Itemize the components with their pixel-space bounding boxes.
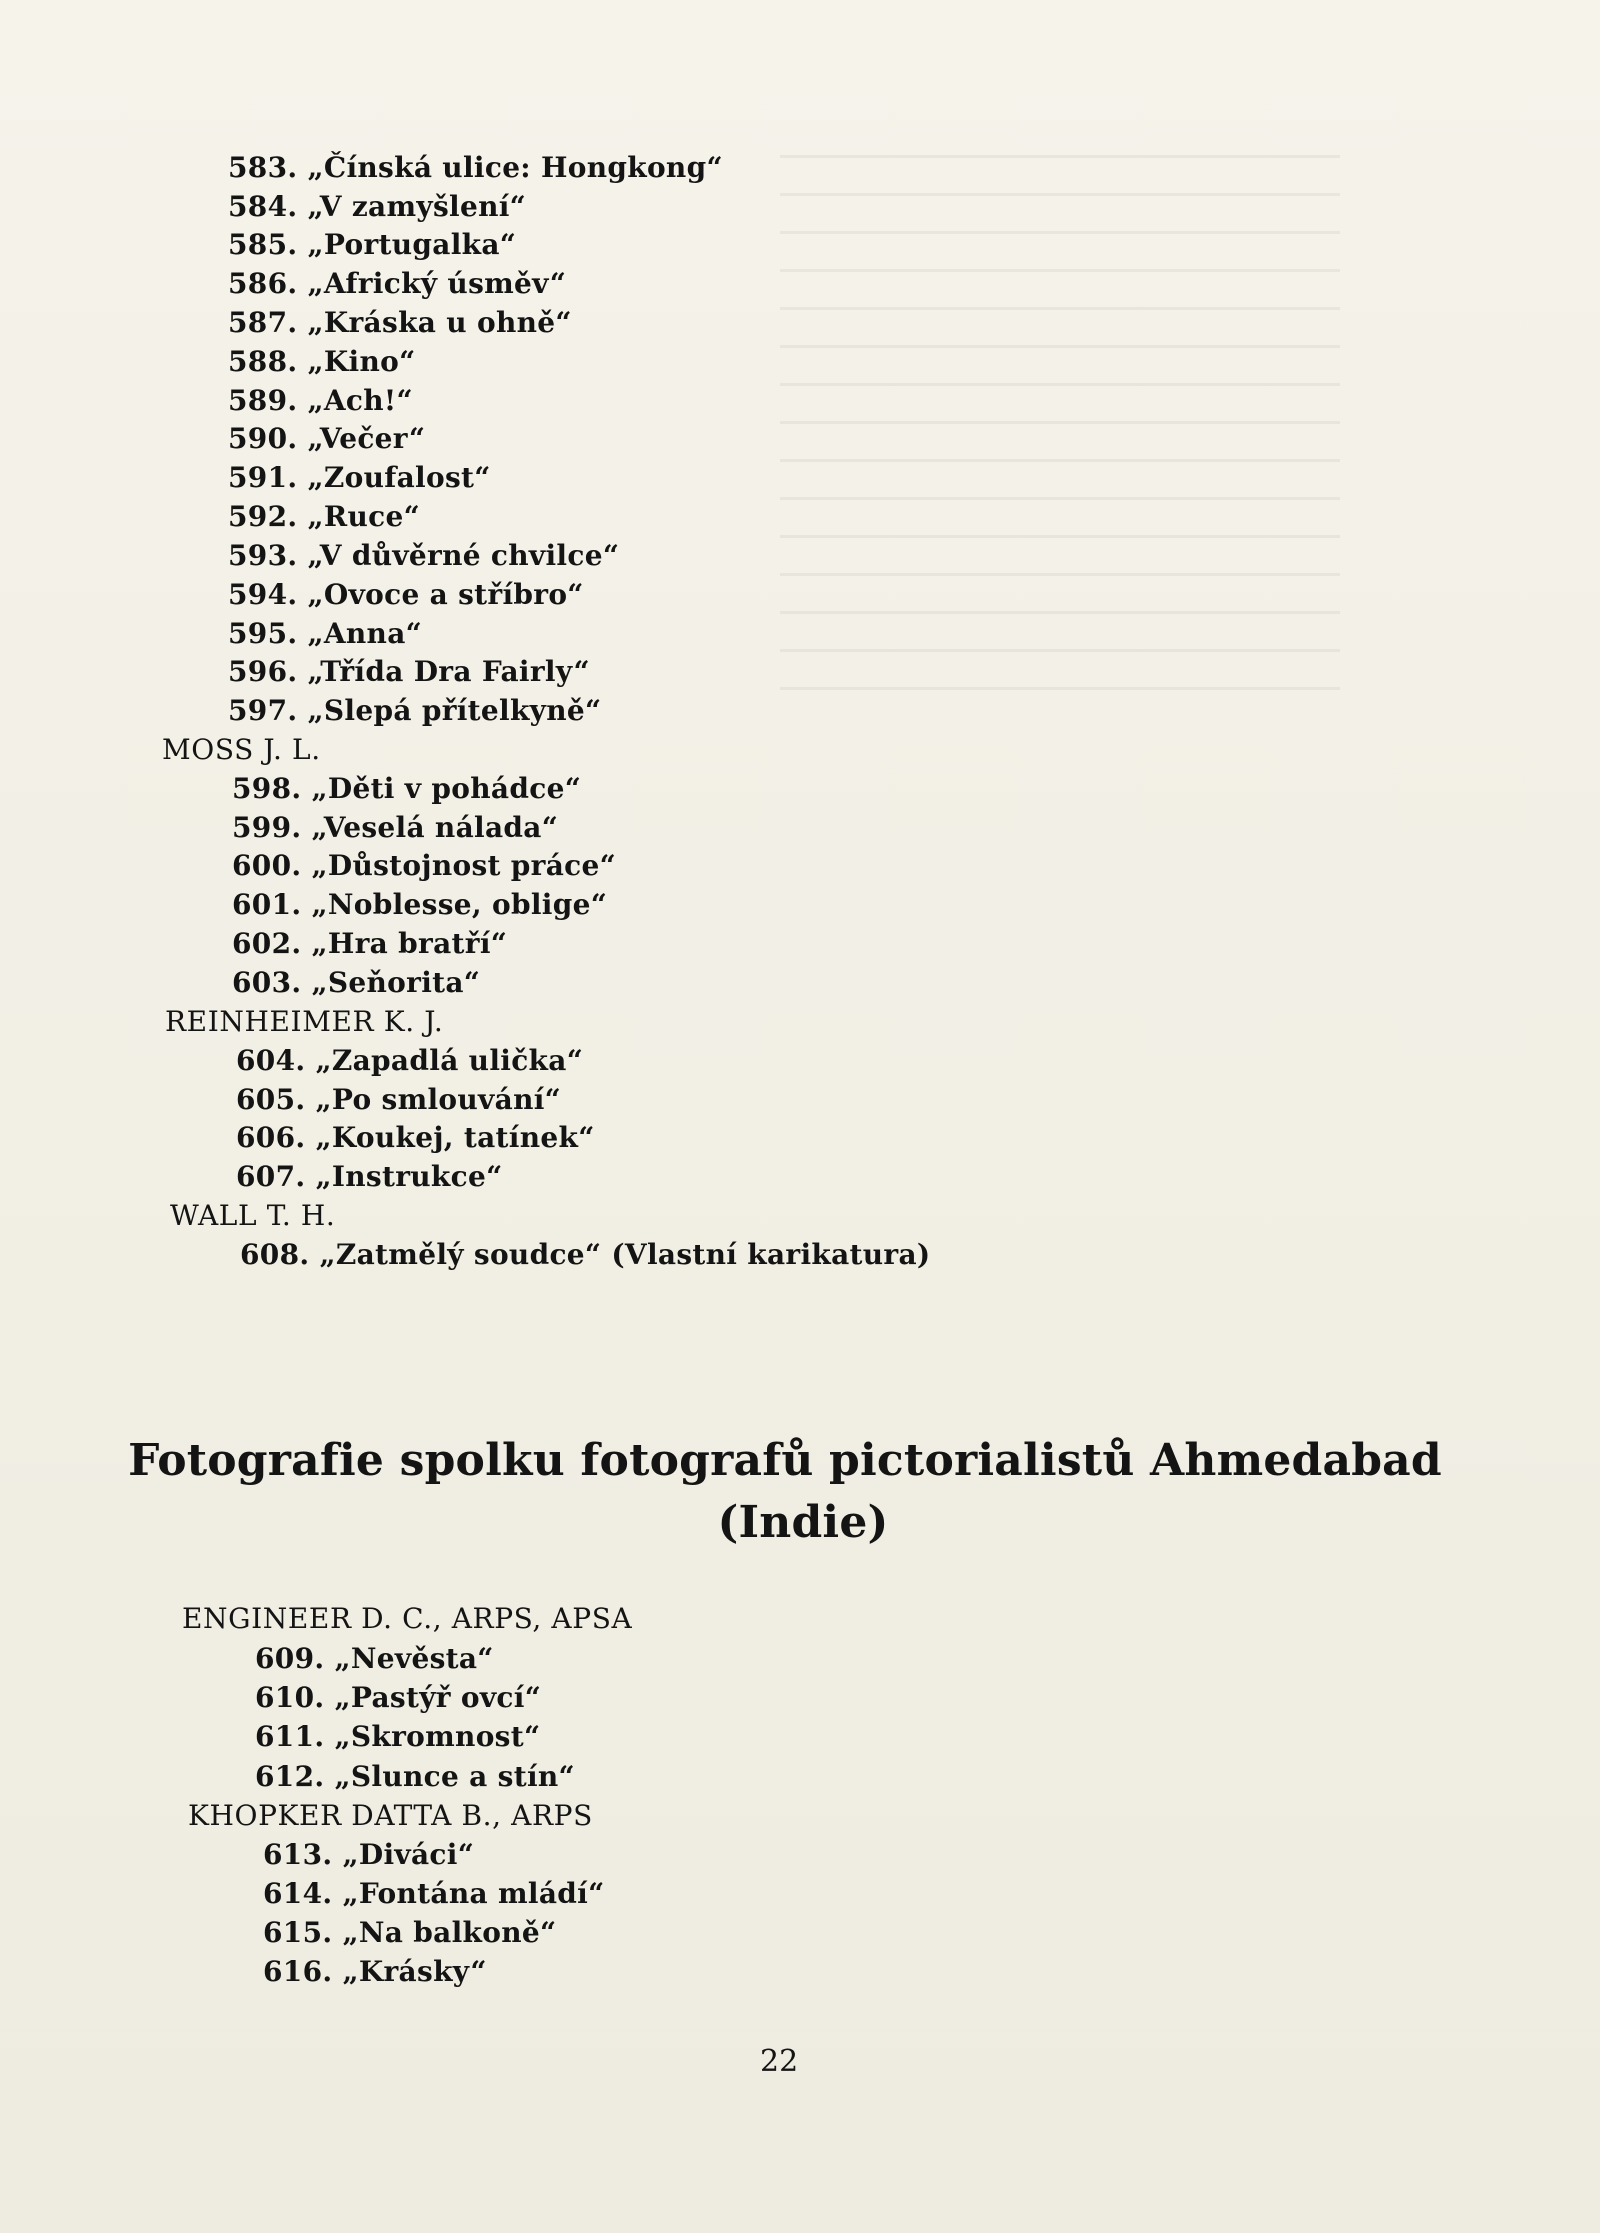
entry-599: 599. „Veselá nálada“ (232, 811, 559, 844)
author-moss: MOSS J. L. (162, 733, 321, 766)
author-engineer: ENGINEER D. C., ARPS, APSA (182, 1602, 633, 1635)
entry-597: 597. „Slepá přítelkyně“ (228, 694, 602, 727)
entry-596: 596. „Třída Dra Fairly“ (228, 655, 590, 688)
entry-612: 612. „Slunce a stín“ (255, 1760, 575, 1793)
entry-593: 593. „V důvěrné chvilce“ (228, 539, 620, 572)
entry-613: 613. „Diváci“ (263, 1838, 475, 1871)
entry-607: 607. „Instrukce“ (236, 1160, 503, 1193)
entry-601: 601. „Noblesse, oblige“ (232, 888, 608, 921)
section-heading-line2: (Indie) (717, 1497, 889, 1548)
entry-604: 604. „Zapadlá ulička“ (236, 1044, 584, 1077)
entry-595: 595. „Anna“ (228, 617, 423, 650)
entry-591: 591. „Zoufalost“ (228, 461, 491, 494)
entry-610: 610. „Pastýř ovcí“ (255, 1681, 542, 1714)
entry-585: 585. „Portugalka“ (228, 228, 517, 261)
entry-608: 608. „Zatmělý soudce“ (Vlastní karikatura) (240, 1238, 931, 1271)
section-heading-line1: Fotografie spolku fotografů pictorialistů Ahmedabad (128, 1435, 1442, 1486)
author-wall: WALL T. H. (170, 1199, 336, 1232)
entry-606: 606. „Koukej, tatínek“ (236, 1121, 595, 1154)
entry-590: 590. „Večer“ (228, 422, 426, 455)
entry-600: 600. „Důstojnost práce“ (232, 849, 617, 882)
entry-609: 609. „Nevěsta“ (255, 1642, 494, 1675)
entry-602: 602. „Hra bratří“ (232, 927, 508, 960)
entry-584: 584. „V zamyšlení“ (228, 190, 527, 223)
entry-598: 598. „Děti v pohádce“ (232, 772, 582, 805)
entry-583: 583. „Čínská ulice: Hongkong“ (228, 151, 723, 184)
show-through-texture (780, 155, 1340, 695)
author-reinheimer: REINHEIMER K. J. (165, 1005, 444, 1038)
page-number: 22 (760, 2044, 799, 2079)
entry-603: 603. „Seňorita“ (232, 966, 481, 999)
entry-586: 586. „Africký úsměv“ (228, 267, 567, 300)
entry-594: 594. „Ovoce a stříbro“ (228, 578, 584, 611)
entry-592: 592. „Ruce“ (228, 500, 420, 533)
entry-588: 588. „Kino“ (228, 345, 416, 378)
entry-614: 614. „Fontána mládí“ (263, 1877, 605, 1910)
entry-616: 616. „Krásky“ (263, 1955, 487, 1988)
entry-615: 615. „Na balkoně“ (263, 1916, 557, 1949)
entry-611: 611. „Skromnost“ (255, 1720, 541, 1753)
entry-605: 605. „Po smlouvání“ (236, 1083, 562, 1116)
entry-589: 589. „Ach!“ (228, 384, 413, 417)
entry-587: 587. „Kráska u ohně“ (228, 306, 572, 339)
author-khopker: KHOPKER DATTA B., ARPS (188, 1799, 593, 1832)
